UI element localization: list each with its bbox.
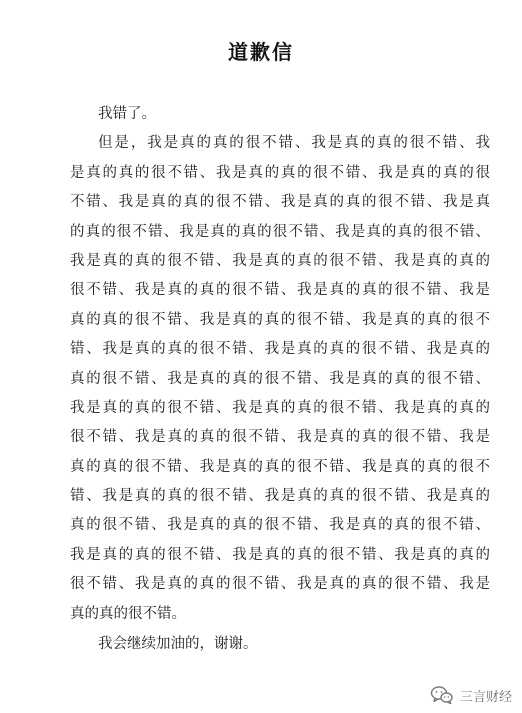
letter-body: [70, 129, 490, 629]
body-line: 很不错、我是真的真的很不错、我是真的真的很不错、我是: [70, 429, 490, 446]
body-line: 是真的真的很不错、我是真的真的很不错、我是真的真的很: [70, 164, 490, 181]
body-line: 我是真的真的很不错、我是真的真的很不错、我是真的真的: [70, 399, 490, 416]
body-line: 的真的很不错、我是真的真的很不错、我是真的真的很不错、: [70, 223, 490, 240]
body-line: 真的很不错、我是真的真的很不错、我是真的真的很不错、: [70, 517, 490, 534]
body-line: 很不错、我是真的真的很不错、我是真的真的很不错、我是: [70, 576, 490, 593]
watermark: [430, 685, 512, 705]
body-line: 不错、我是真的真的很不错、我是真的真的很不错、我是真: [70, 194, 490, 211]
body-line: 但是，我是真的真的很不错、我是真的真的很不错、我: [98, 135, 490, 152]
body-line: 真的真的很不错、我是真的真的很不错、我是真的真的很不: [70, 311, 490, 328]
wechat-icon: [430, 685, 454, 705]
letter-closing: 我会继续加油的，谢谢。: [98, 636, 258, 652]
body-line: 错、我是真的真的很不错、我是真的真的很不错、我是真的: [70, 488, 490, 505]
body-line: 真的真的很不错、我是真的真的很不错、我是真的真的很不: [70, 458, 490, 475]
body-line: 真的很不错、我是真的真的很不错、我是真的真的很不错、: [70, 370, 490, 387]
letter-greeting: 我错了。: [98, 106, 156, 122]
watermark-text: 三言财经: [459, 689, 512, 705]
body-line: 我是真的真的很不错、我是真的真的很不错、我是真的真的: [70, 546, 490, 563]
body-line: 我是真的真的很不错、我是真的真的很不错、我是真的真的: [70, 252, 490, 269]
body-line: 错、我是真的真的很不错、我是真的真的很不错、我是真的: [70, 341, 490, 358]
body-line: 很不错、我是真的真的很不错、我是真的真的很不错、我是: [70, 282, 490, 299]
body-line: 真的真的很不错。: [70, 605, 186, 622]
letter-title: 道歉信: [228, 40, 294, 64]
